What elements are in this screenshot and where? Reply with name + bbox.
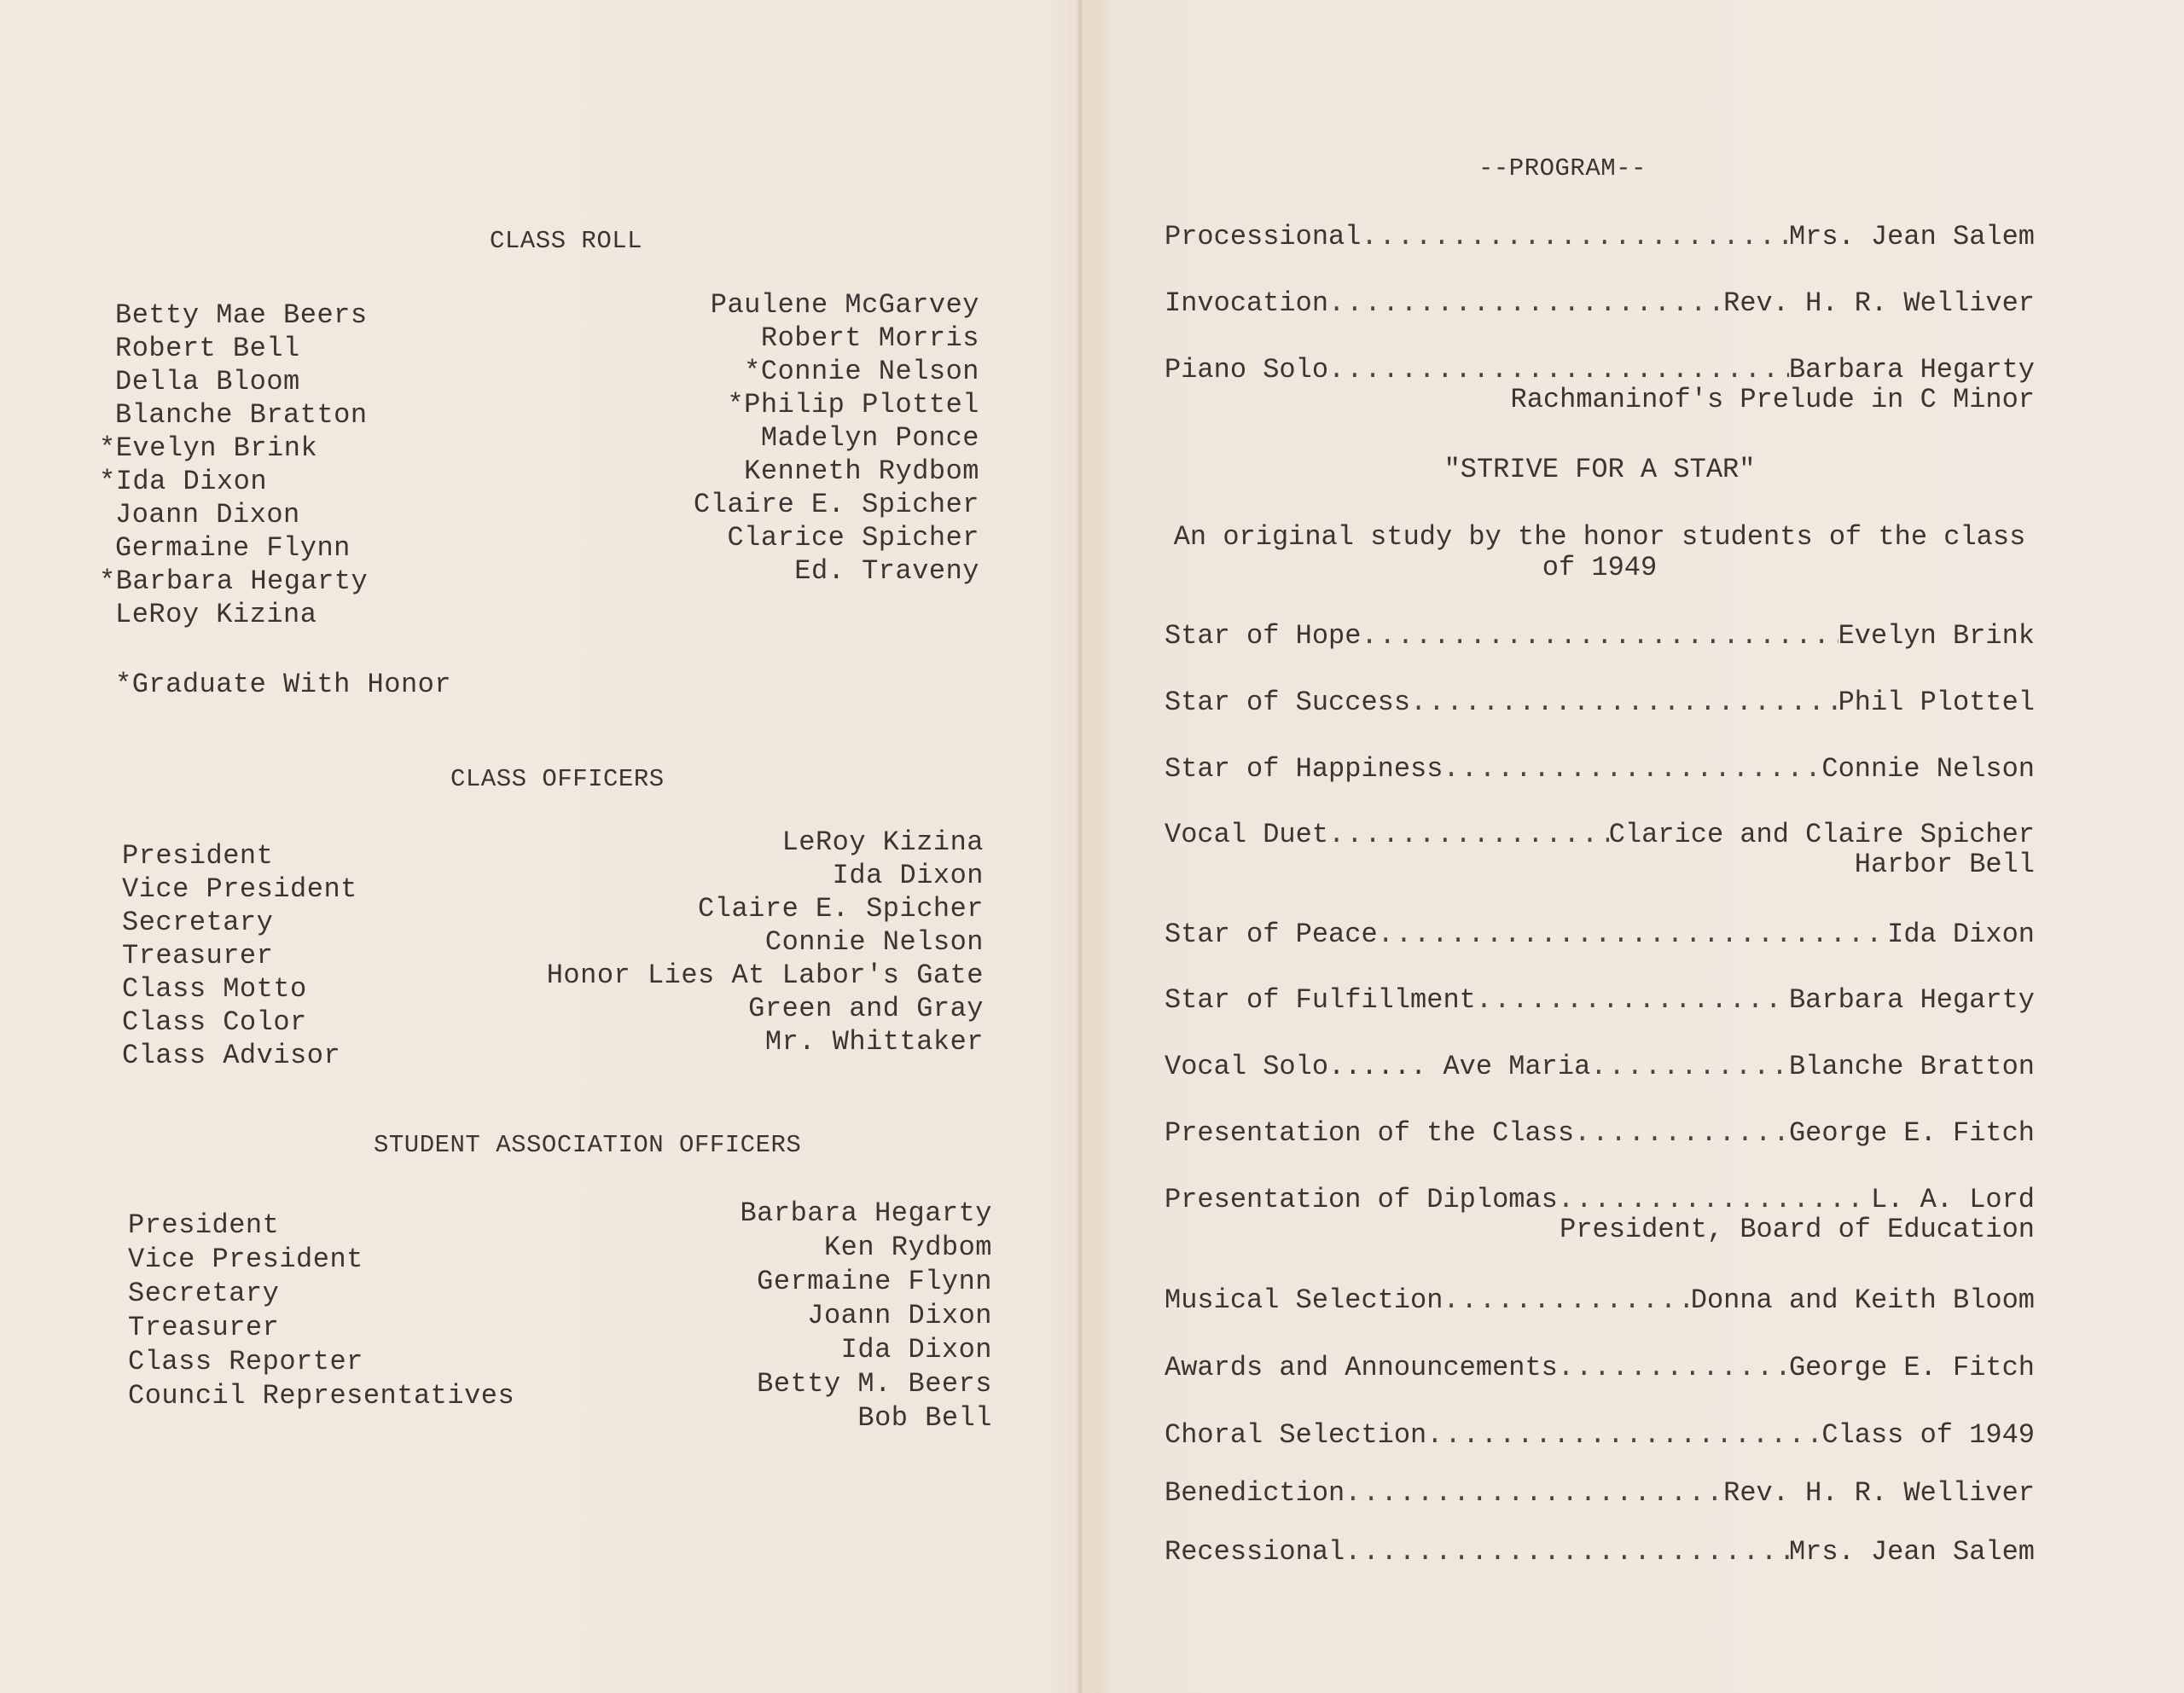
leader-dots (1345, 1539, 1789, 1566)
program-item-note: Rachmaninof's Prelude in C Minor (1510, 384, 2035, 415)
association-name: Joann Dixon (807, 1300, 992, 1331)
program-item-benediction (1165, 1477, 2035, 1509)
roll-name: *Ida Dixon (99, 466, 268, 497)
leader-dots (1590, 1053, 1789, 1081)
student-association-heading: STUDENT ASSOCIATION OFFICERS (374, 1131, 802, 1159)
program-item-performer: Clarice and Claire Spicher (1608, 819, 2035, 850)
program-item-label: Presentation of Diplomas (1165, 1184, 1558, 1215)
roll-name: Della Bloom (115, 366, 300, 397)
program-item-label: Presentation of the Class (1165, 1117, 1575, 1149)
association-name: Betty M. Beers (757, 1368, 992, 1400)
roll-name: Blanche Bratton (115, 399, 368, 431)
roll-name: *Connie Nelson (744, 356, 979, 387)
officer-name: Honor Lies At Labor's Gate (546, 960, 984, 991)
program-item-performer: Rev. H. R. Welliver (1723, 1477, 2035, 1509)
program-item-performer: Donna and Keith Bloom (1690, 1284, 2035, 1316)
roll-name: Claire E. Spicher (694, 489, 979, 520)
association-role: President (128, 1209, 280, 1241)
program-item-presentation-of-diplomas (1165, 1186, 2035, 1244)
association-name: Barbara Hegarty (740, 1197, 992, 1229)
program-item-performer: Phil Plottel (1838, 687, 2035, 718)
officer-name: Connie Nelson (764, 926, 984, 958)
leader-dots (1426, 1422, 1821, 1449)
roll-name: Robert Morris (760, 322, 979, 354)
roll-name: LeRoy Kizina (115, 599, 317, 630)
program-item-performer: Blanche Bratton (1788, 1051, 2035, 1082)
program-item-performer: Class of 1949 (1821, 1419, 2035, 1451)
leader-dots (1328, 357, 1789, 384)
program-item-presentation-of-class (1165, 1117, 2035, 1149)
program-item-label: Benediction (1165, 1477, 1345, 1509)
class-roll-heading: CLASS ROLL (490, 227, 643, 255)
officer-role: Class Motto (122, 973, 307, 1005)
program-item-performer: L. A. Lord (1870, 1184, 2035, 1215)
theme-description: An original study by the honor students of the class of 1949 (1173, 521, 2026, 583)
program-item-label: Vocal Solo...... Ave Maria (1165, 1051, 1591, 1082)
program-item-star-of-fulfillment (1165, 984, 2035, 1016)
program-item-performer: Barbara Hegarty (1788, 984, 2035, 1016)
program-item-performer: Barbara Hegarty (1788, 354, 2035, 386)
program-item-vocal-duet (1165, 821, 2035, 878)
officer-role: President (122, 840, 274, 872)
leader-dots (1476, 987, 1789, 1014)
program-item-label: Awards and Announcements (1165, 1352, 1558, 1383)
program-item-awards (1165, 1354, 2035, 1382)
officer-role: Class Advisor (122, 1040, 341, 1071)
roll-name: Paulene McGarvey (710, 289, 979, 321)
association-name: Germaine Flynn (757, 1266, 992, 1297)
program-item-performer: George E. Fitch (1788, 1117, 2035, 1149)
program-item-label: Star of Hope (1165, 620, 1362, 652)
roll-name: *Barbara Hegarty (99, 565, 369, 597)
program-heading: --PROGRAM-- (1478, 154, 1647, 183)
program-item-label: Vocal Duet (1165, 819, 1329, 850)
program-item-label: Star of Fulfillment (1165, 984, 1476, 1016)
honor-footnote: *Graduate With Honor (115, 669, 452, 700)
roll-name: Madelyn Ponce (760, 422, 979, 454)
program-item-star-of-happiness (1165, 753, 2035, 785)
program-item-star-of-peace (1165, 921, 2035, 948)
program-item-performer: Connie Nelson (1821, 753, 2035, 785)
program-item-performer: Rev. H. R. Welliver (1723, 287, 2035, 319)
association-name: Ida Dixon (840, 1334, 992, 1365)
roll-name: Robert Bell (115, 333, 300, 364)
roll-name: Joann Dixon (115, 499, 300, 531)
leader-dots (1443, 1287, 1690, 1314)
officer-name: Ida Dixon (832, 860, 984, 891)
program-item-label: Star of Peace (1165, 919, 1378, 950)
program-item-star-of-success (1165, 689, 2035, 716)
leader-dots (1361, 623, 1838, 650)
association-name: Bob Bell (857, 1402, 992, 1434)
program-item-vocal-solo (1165, 1053, 2035, 1081)
association-role: Class Reporter (128, 1346, 363, 1377)
roll-name: Clarice Spicher (727, 522, 979, 554)
leader-dots (1410, 689, 1838, 716)
program-item-label: Choral Selection (1165, 1419, 1427, 1451)
leader-dots (1558, 1186, 1871, 1214)
roll-name: Germaine Flynn (115, 532, 351, 564)
class-officers-heading: CLASS OFFICERS (450, 765, 665, 793)
roll-name: *Evelyn Brink (99, 432, 318, 464)
association-role: Treasurer (128, 1312, 280, 1343)
program-item-performer: Ida Dixon (1887, 919, 2035, 950)
officer-name: Mr. Whittaker (764, 1026, 984, 1058)
leader-dots (1345, 1480, 1723, 1507)
roll-name: Betty Mae Beers (115, 299, 368, 331)
center-fold (1077, 0, 1083, 1693)
association-name: Ken Rydbom (823, 1232, 992, 1263)
program-item-invocation (1165, 287, 2035, 319)
program-item-label: Star of Success (1165, 687, 1411, 718)
association-role: Vice President (128, 1244, 363, 1275)
program-item-label: Musical Selection (1165, 1284, 1443, 1316)
program-item-star-of-hope (1165, 620, 2035, 652)
officer-role: Secretary (122, 907, 274, 938)
leader-dots (1328, 290, 1723, 317)
program-item-note: Harbor Bell (1854, 849, 2035, 880)
association-role: Secretary (128, 1278, 280, 1309)
leader-dots (1328, 821, 1609, 849)
officer-name: LeRoy Kizina (781, 826, 984, 858)
leader-dots (1574, 1120, 1789, 1147)
program-item-processional (1165, 223, 2035, 251)
roll-name: Kenneth Rydbom (744, 455, 979, 487)
program-item-performer: Mrs. Jean Salem (1788, 221, 2035, 252)
leader-dots (1378, 921, 1888, 948)
program-item-label: Star of Happiness (1165, 753, 1443, 785)
program-item-musical-selection (1165, 1284, 2035, 1316)
officer-role: Class Color (122, 1006, 307, 1038)
leader-dots (1558, 1354, 1789, 1382)
program-item-recessional (1165, 1536, 2035, 1568)
program-item-performer: Mrs. Jean Salem (1788, 1536, 2035, 1568)
officer-name: Green and Gray (748, 993, 984, 1024)
program-item-label: Processional (1165, 221, 1362, 252)
roll-name: *Philip Plottel (727, 389, 979, 420)
officer-role: Treasurer (122, 940, 274, 971)
officer-name: Claire E. Spicher (698, 893, 984, 925)
program-item-piano-solo (1165, 354, 2035, 415)
theme-title: "STRIVE FOR A STAR" (1443, 454, 1756, 485)
program-item-performer: Evelyn Brink (1838, 620, 2035, 652)
program-item-label: Piano Solo (1165, 354, 1329, 386)
program-item-label: Recessional (1165, 1536, 1345, 1568)
leader-dots (1443, 756, 1821, 783)
program-item-label: Invocation (1165, 287, 1329, 319)
program-item-choral-selection (1165, 1419, 2035, 1451)
officer-role: Vice President (122, 873, 357, 905)
leader-dots (1361, 223, 1789, 251)
program-item-note: President, Board of Education (1560, 1214, 2035, 1245)
program-item-performer: George E. Fitch (1788, 1352, 2035, 1383)
association-role: Council Representatives (128, 1380, 515, 1412)
roll-name: Ed. Traveny (794, 555, 979, 587)
